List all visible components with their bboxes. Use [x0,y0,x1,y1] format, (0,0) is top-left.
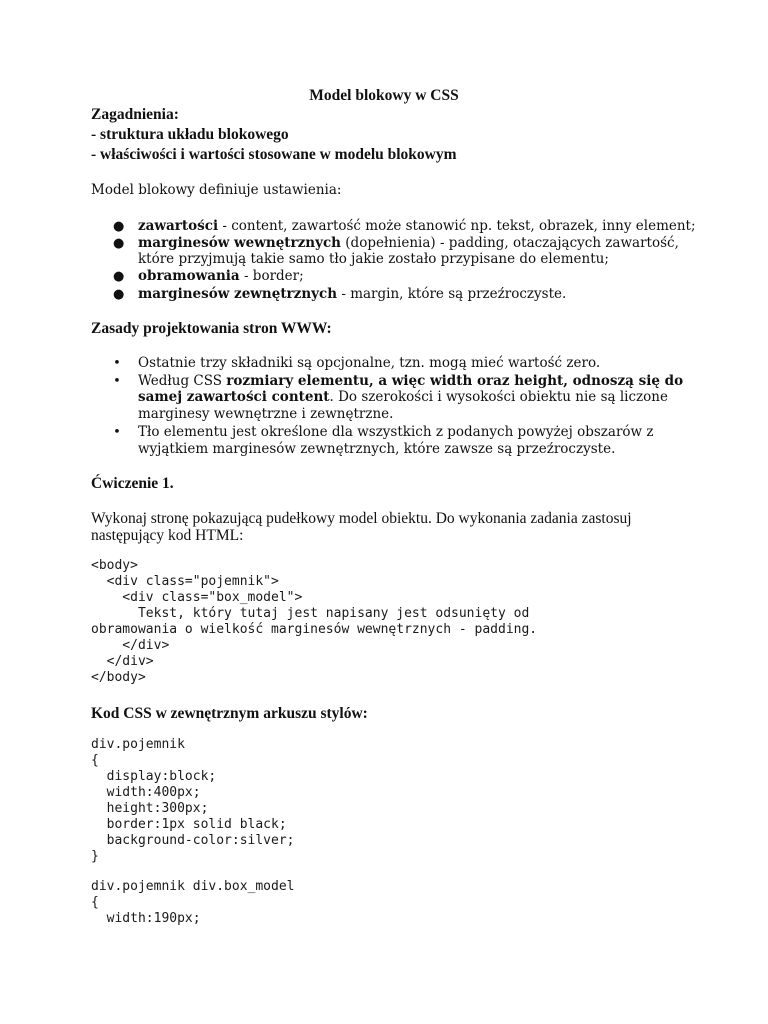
list-item-continuation: marginesy wewnętrzne i zewnętrzne. [138,406,394,422]
code-line: background-color:silver; [91,833,295,848]
list-item: Tło elementu jest określone dla wszystkich z podanych powyżej obszarów z [138,424,654,440]
issue-item: - właściwości i wartości stosowane w modelu blokowym [91,146,457,163]
list-item-continuation: wyjątkiem marginesów zewnętrznych, które zawsze są przeźroczyste. [138,441,616,457]
rules-heading: Zasady projektowania stron WWW: [91,320,332,337]
code-line: </body> [91,670,146,685]
page-title: Model blokowy w CSS [309,87,459,104]
code-line: obramowania o wielkość marginesów wewnętrznych - padding. [91,622,538,637]
code-line: height:300px; [91,801,209,816]
code-block-css [91,737,295,865]
code-block-css [91,879,295,927]
issues-heading: Zagadnienia: [91,106,179,123]
bullet-icon: ● [113,269,125,284]
bullet-icon: • [113,374,121,389]
list-item: Według CSS rozmiary elementu, a więc width oraz height, odnoszą się do [138,373,684,389]
code-block-html [91,558,537,686]
code-line: width:400px; [91,785,201,800]
code-line: display:block; [91,769,217,784]
list-item: obramowania - border; [138,268,304,284]
code-line: { [91,895,99,910]
bullet-icon: ● [113,287,125,302]
list-item-continuation: samej zawartości content. Do szerokości i wysokości obiektu nie są liczone [138,389,668,405]
list-item: marginesów wewnętrznych (dopełnienia) - padding, otaczających zawartość, [138,235,679,251]
exercise-description: Wykonaj stronę pokazującą pudełkowy model obiektu. Do wykonania zadania zastosuj [91,510,632,527]
bullet-icon: • [113,425,121,440]
list-item-continuation: które przyjmują takie samo tło jakie zostało przypisane do elementu; [138,251,609,267]
code-line: Tekst, który tutaj jest napisany jest odsunięty od [91,606,530,621]
exercise-description: następujący kod HTML: [91,527,244,544]
intro-text: Model blokowy definiuje ustawienia: [91,182,342,198]
issue-item: - struktura układu blokowego [91,126,289,143]
code-line: width:190px; [91,911,201,926]
exercise-heading: Ćwiczenie 1. [91,475,174,492]
code-line: <body> [91,558,138,573]
code-line: { [91,753,99,768]
code-line: } [91,849,99,864]
bullet-icon: ● [113,236,125,251]
list-item: marginesów zewnętrznych - margin, które są przeźroczyste. [138,286,567,302]
code-line: div.pojemnik [91,737,185,752]
css-heading: Kod CSS w zewnętrznym arkuszu stylów: [91,705,368,722]
code-line: border:1px solid black; [91,817,287,832]
code-line: </div> [91,654,154,669]
code-line: <div class="pojemnik"> [91,574,279,589]
bullet-icon: • [113,356,121,371]
code-line: div.pojemnik div.box_model [91,879,295,894]
code-line: <div class="box_model"> [91,590,303,605]
code-line: </div> [91,638,170,653]
list-item: Ostatnie trzy składniki są opcjonalne, tzn. mogą mieć wartość zero. [138,355,601,371]
bullet-icon: ● [113,219,125,234]
list-item: zawartości - content, zawartość może stanowić np. tekst, obrazek, inny element; [138,218,696,234]
